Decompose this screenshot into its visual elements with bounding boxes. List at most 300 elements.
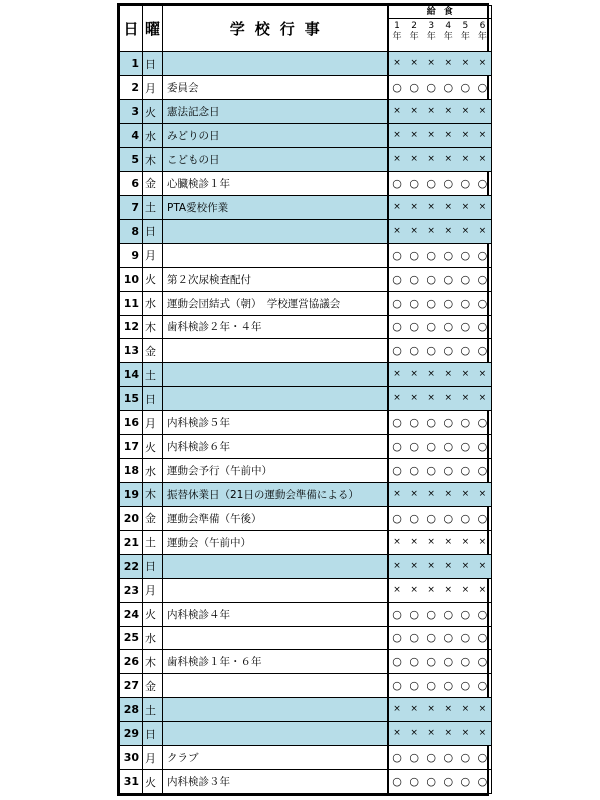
no-lunch-mark: ×	[478, 704, 487, 715]
event-cell	[163, 722, 388, 746]
lunch-mark: ○	[443, 655, 454, 669]
no-lunch-mark: ×	[410, 704, 418, 715]
lunch-mark: ○	[426, 655, 436, 669]
no-lunch-mark: ×	[478, 488, 487, 499]
lunch-cell	[388, 650, 492, 674]
lunch-mark: ○	[460, 751, 471, 765]
no-lunch-mark: ×	[461, 201, 470, 212]
lunch-cell	[388, 219, 492, 243]
lunch-mark: ○	[392, 655, 402, 669]
day-cell: 9	[120, 243, 143, 267]
event-cell: 内科検診５年	[163, 411, 388, 435]
no-lunch-mark: ×	[461, 584, 470, 595]
no-lunch-mark: ×	[478, 393, 487, 404]
day-cell: 14	[120, 363, 143, 387]
no-lunch-mark: ×	[444, 584, 453, 595]
lunch-mark: ○	[392, 440, 402, 454]
day-cell: 13	[120, 339, 143, 363]
event-cell: 運動会（午前中）	[163, 530, 388, 554]
grade-number: 3	[428, 21, 435, 31]
lunch-mark: ○	[392, 296, 402, 310]
lunch-mark: ○	[426, 320, 436, 334]
table-row	[120, 650, 492, 674]
day-cell: 20	[120, 506, 143, 530]
grade-headers	[389, 19, 492, 51]
lunch-cell	[388, 387, 492, 411]
no-lunch-mark: ×	[461, 704, 470, 715]
lunch-mark: ○	[460, 344, 471, 358]
weekday-cell: 金	[143, 172, 163, 196]
event-cell: 内科検診６年	[163, 435, 388, 459]
lunch-mark: ○	[460, 81, 471, 95]
event-cell: クラブ	[163, 746, 388, 770]
header-events: 学校行事	[163, 6, 388, 52]
no-lunch-mark: ×	[478, 560, 487, 571]
table-row	[120, 626, 492, 650]
lunch-mark: ○	[392, 631, 402, 645]
no-lunch-mark: ×	[444, 154, 453, 165]
day-cell: 31	[120, 770, 143, 794]
header-day: 日	[120, 6, 143, 52]
grade-number: 4	[445, 21, 452, 31]
lunch-cell	[388, 722, 492, 746]
day-cell: 12	[120, 315, 143, 339]
no-lunch-mark: ×	[410, 225, 418, 236]
no-lunch-mark: ×	[410, 201, 418, 212]
lunch-cell	[388, 459, 492, 483]
event-cell: 第２次尿検査配付	[163, 267, 388, 291]
lunch-cell	[388, 602, 492, 626]
no-lunch-mark: ×	[393, 704, 401, 715]
table-row	[120, 578, 492, 602]
no-lunch-mark: ×	[393, 154, 401, 165]
weekday-cell: 金	[143, 506, 163, 530]
weekday-cell: 金	[143, 674, 163, 698]
weekday-cell: 木	[143, 148, 163, 172]
lunch-mark: ○	[426, 176, 436, 190]
lunch-mark: ○	[392, 416, 402, 430]
lunch-mark: ○	[443, 775, 454, 789]
table-row	[120, 76, 492, 100]
header-weekday: 曜	[143, 6, 163, 52]
no-lunch-mark: ×	[478, 728, 487, 739]
lunch-mark: ○	[477, 464, 488, 478]
lunch-mark: ○	[409, 655, 419, 669]
table-row	[120, 411, 492, 435]
day-cell: 21	[120, 530, 143, 554]
event-cell: 内科検診４年	[163, 602, 388, 626]
lunch-mark: ○	[426, 272, 436, 286]
grade-number: 1	[394, 21, 400, 31]
lunch-mark: ○	[460, 511, 471, 525]
no-lunch-mark: ×	[410, 130, 418, 141]
lunch-mark: ○	[460, 416, 471, 430]
lunch-mark: ○	[477, 81, 488, 95]
event-cell	[163, 52, 388, 76]
lunch-mark: ○	[392, 775, 402, 789]
day-cell: 15	[120, 387, 143, 411]
no-lunch-mark: ×	[427, 536, 435, 547]
no-lunch-mark: ×	[427, 584, 435, 595]
no-lunch-mark: ×	[427, 560, 435, 571]
grade-number: 2	[411, 21, 417, 31]
lunch-mark: ○	[443, 679, 454, 693]
lunch-mark: ○	[443, 631, 454, 645]
lunch-mark: ○	[426, 631, 436, 645]
day-cell: 6	[120, 172, 143, 196]
no-lunch-mark: ×	[393, 130, 401, 141]
no-lunch-mark: ×	[427, 154, 435, 165]
grade-header	[457, 19, 474, 51]
lunch-cell	[388, 530, 492, 554]
school-calendar	[117, 3, 489, 796]
day-cell: 28	[120, 698, 143, 722]
no-lunch-mark: ×	[478, 154, 487, 165]
lunch-mark: ○	[409, 272, 419, 286]
lunch-mark: ○	[409, 81, 419, 95]
lunch-cell	[388, 124, 492, 148]
table-row	[120, 148, 492, 172]
lunch-mark: ○	[426, 440, 436, 454]
weekday-cell: 水	[143, 459, 163, 483]
weekday-cell: 日	[143, 219, 163, 243]
weekday-cell: 金	[143, 339, 163, 363]
lunch-mark: ○	[477, 607, 488, 621]
event-cell: 憲法記念日	[163, 100, 388, 124]
event-cell	[163, 339, 388, 363]
no-lunch-mark: ×	[478, 225, 487, 236]
no-lunch-mark: ×	[410, 536, 418, 547]
no-lunch-mark: ×	[427, 201, 435, 212]
no-lunch-mark: ×	[444, 536, 453, 547]
event-cell	[163, 554, 388, 578]
no-lunch-mark: ×	[393, 488, 401, 499]
table-row	[120, 315, 492, 339]
lunch-mark: ○	[443, 320, 454, 334]
no-lunch-mark: ×	[393, 225, 401, 236]
no-lunch-mark: ×	[410, 393, 418, 404]
lunch-cell	[388, 578, 492, 602]
day-cell: 25	[120, 626, 143, 650]
no-lunch-mark: ×	[478, 201, 487, 212]
weekday-cell: 日	[143, 52, 163, 76]
lunch-mark: ○	[443, 440, 454, 454]
day-cell: 3	[120, 100, 143, 124]
table-row	[120, 267, 492, 291]
lunch-cell	[388, 482, 492, 506]
no-lunch-mark: ×	[444, 704, 453, 715]
weekday-cell: 土	[143, 195, 163, 219]
weekday-cell: 木	[143, 650, 163, 674]
table-row	[120, 530, 492, 554]
lunch-cell	[388, 267, 492, 291]
no-lunch-mark: ×	[444, 393, 453, 404]
lunch-mark: ○	[426, 511, 436, 525]
table-row	[120, 243, 492, 267]
lunch-mark: ○	[460, 607, 471, 621]
day-cell: 1	[120, 52, 143, 76]
lunch-cell	[388, 770, 492, 794]
lunch-mark: ○	[460, 655, 471, 669]
lunch-cell	[388, 674, 492, 698]
no-lunch-mark: ×	[461, 560, 470, 571]
lunch-mark: ○	[477, 440, 488, 454]
lunch-mark: ○	[460, 296, 471, 310]
no-lunch-mark: ×	[427, 369, 435, 380]
no-lunch-mark: ×	[393, 728, 401, 739]
lunch-cell	[388, 339, 492, 363]
weekday-cell: 火	[143, 435, 163, 459]
lunch-mark: ○	[477, 679, 488, 693]
day-cell: 4	[120, 124, 143, 148]
lunch-cell	[388, 435, 492, 459]
weekday-cell: 火	[143, 267, 163, 291]
lunch-mark: ○	[392, 464, 402, 478]
event-cell: 内科検診３年	[163, 770, 388, 794]
no-lunch-mark: ×	[444, 560, 453, 571]
lunch-mark: ○	[392, 320, 402, 334]
lunch-mark: ○	[392, 81, 402, 95]
event-cell: 振替休業日（21日の運動会準備による）	[163, 482, 388, 506]
lunch-mark: ○	[409, 416, 419, 430]
event-cell	[163, 674, 388, 698]
weekday-cell: 月	[143, 746, 163, 770]
event-cell: みどりの日	[163, 124, 388, 148]
no-lunch-mark: ×	[410, 154, 418, 165]
lunch-mark: ○	[443, 81, 454, 95]
weekday-cell: 日	[143, 554, 163, 578]
lunch-mark: ○	[409, 176, 419, 190]
event-cell	[163, 219, 388, 243]
lunch-mark: ○	[477, 248, 488, 262]
no-lunch-mark: ×	[393, 560, 401, 571]
table-row	[120, 387, 492, 411]
no-lunch-mark: ×	[427, 225, 435, 236]
lunch-cell	[388, 411, 492, 435]
calendar-table	[119, 5, 492, 794]
no-lunch-mark: ×	[427, 704, 435, 715]
no-lunch-mark: ×	[444, 369, 453, 380]
table-row	[120, 100, 492, 124]
lunch-mark: ○	[409, 679, 419, 693]
day-cell: 30	[120, 746, 143, 770]
lunch-cell	[388, 195, 492, 219]
grade-unit: 年	[477, 32, 487, 42]
grade-unit: 年	[460, 32, 470, 42]
grade-header	[440, 19, 457, 51]
lunch-mark: ○	[477, 775, 488, 789]
lunch-mark: ○	[460, 320, 471, 334]
table-row	[120, 506, 492, 530]
weekday-cell: 火	[143, 770, 163, 794]
lunch-cell	[388, 291, 492, 315]
lunch-cell	[388, 172, 492, 196]
event-cell: 心臓検診１年	[163, 172, 388, 196]
day-cell: 26	[120, 650, 143, 674]
day-cell: 7	[120, 195, 143, 219]
event-cell	[163, 698, 388, 722]
weekday-cell: 土	[143, 698, 163, 722]
weekday-cell: 日	[143, 722, 163, 746]
day-cell: 24	[120, 602, 143, 626]
table-row	[120, 291, 492, 315]
table-row	[120, 459, 492, 483]
no-lunch-mark: ×	[427, 488, 435, 499]
no-lunch-mark: ×	[427, 130, 435, 141]
lunch-cell	[388, 698, 492, 722]
no-lunch-mark: ×	[461, 58, 470, 69]
lunch-mark: ○	[426, 344, 436, 358]
day-cell: 29	[120, 722, 143, 746]
table-row	[120, 219, 492, 243]
day-cell: 23	[120, 578, 143, 602]
lunch-mark: ○	[477, 655, 488, 669]
lunch-cell	[388, 148, 492, 172]
no-lunch-mark: ×	[461, 225, 470, 236]
table-row	[120, 698, 492, 722]
weekday-cell: 土	[143, 530, 163, 554]
lunch-mark: ○	[443, 296, 454, 310]
grade-header	[423, 19, 440, 51]
no-lunch-mark: ×	[410, 560, 418, 571]
table-row	[120, 195, 492, 219]
lunch-cell	[388, 76, 492, 100]
lunch-mark: ○	[392, 344, 402, 358]
lunch-mark: ○	[477, 176, 488, 190]
lunch-title: 給食	[389, 6, 492, 19]
lunch-cell	[388, 506, 492, 530]
no-lunch-mark: ×	[410, 584, 418, 595]
weekday-cell: 木	[143, 482, 163, 506]
no-lunch-mark: ×	[393, 201, 401, 212]
lunch-mark: ○	[443, 248, 454, 262]
day-cell: 5	[120, 148, 143, 172]
table-row	[120, 172, 492, 196]
table-row	[120, 674, 492, 698]
lunch-mark: ○	[426, 296, 436, 310]
lunch-mark: ○	[460, 631, 471, 645]
no-lunch-mark: ×	[444, 58, 453, 69]
event-cell	[163, 387, 388, 411]
weekday-cell: 月	[143, 578, 163, 602]
no-lunch-mark: ×	[410, 106, 418, 117]
table-row	[120, 435, 492, 459]
lunch-mark: ○	[409, 607, 419, 621]
table-row	[120, 124, 492, 148]
no-lunch-mark: ×	[478, 584, 487, 595]
lunch-mark: ○	[477, 751, 488, 765]
lunch-cell	[388, 626, 492, 650]
lunch-mark: ○	[443, 344, 454, 358]
day-cell: 8	[120, 219, 143, 243]
header-row	[120, 6, 492, 52]
grade-unit: 年	[426, 32, 436, 42]
no-lunch-mark: ×	[393, 536, 401, 547]
event-cell: 委員会	[163, 76, 388, 100]
no-lunch-mark: ×	[410, 58, 418, 69]
lunch-mark: ○	[477, 631, 488, 645]
event-cell: 運動会準備（午後）	[163, 506, 388, 530]
lunch-mark: ○	[443, 607, 454, 621]
weekday-cell: 土	[143, 363, 163, 387]
lunch-mark: ○	[409, 631, 419, 645]
table-row	[120, 746, 492, 770]
weekday-cell: 月	[143, 411, 163, 435]
no-lunch-mark: ×	[478, 130, 487, 141]
no-lunch-mark: ×	[461, 536, 470, 547]
lunch-mark: ○	[460, 272, 471, 286]
lunch-cell	[388, 100, 492, 124]
lunch-mark: ○	[426, 81, 436, 95]
lunch-mark: ○	[426, 775, 436, 789]
lunch-mark: ○	[409, 751, 419, 765]
lunch-mark: ○	[392, 511, 402, 525]
grade-header	[406, 19, 423, 51]
day-cell: 11	[120, 291, 143, 315]
weekday-cell: 木	[143, 315, 163, 339]
lunch-cell	[388, 746, 492, 770]
day-cell: 2	[120, 76, 143, 100]
no-lunch-mark: ×	[478, 58, 487, 69]
lunch-mark: ○	[426, 416, 436, 430]
grade-unit: 年	[409, 32, 419, 42]
no-lunch-mark: ×	[461, 728, 470, 739]
day-cell: 10	[120, 267, 143, 291]
no-lunch-mark: ×	[427, 728, 435, 739]
day-cell: 22	[120, 554, 143, 578]
lunch-mark: ○	[409, 511, 419, 525]
no-lunch-mark: ×	[461, 130, 470, 141]
day-cell: 16	[120, 411, 143, 435]
lunch-mark: ○	[460, 248, 471, 262]
table-row	[120, 482, 492, 506]
lunch-mark: ○	[409, 440, 419, 454]
lunch-mark: ○	[392, 272, 402, 286]
grade-header	[389, 19, 406, 51]
no-lunch-mark: ×	[410, 369, 418, 380]
no-lunch-mark: ×	[393, 58, 401, 69]
no-lunch-mark: ×	[393, 584, 401, 595]
day-cell: 27	[120, 674, 143, 698]
no-lunch-mark: ×	[461, 106, 470, 117]
table-row	[120, 52, 492, 76]
lunch-cell	[388, 554, 492, 578]
no-lunch-mark: ×	[444, 106, 453, 117]
lunch-mark: ○	[392, 607, 402, 621]
no-lunch-mark: ×	[427, 58, 435, 69]
lunch-mark: ○	[443, 176, 454, 190]
no-lunch-mark: ×	[461, 369, 470, 380]
lunch-mark: ○	[460, 775, 471, 789]
no-lunch-mark: ×	[444, 728, 453, 739]
lunch-cell	[388, 315, 492, 339]
table-row	[120, 363, 492, 387]
table-row	[120, 554, 492, 578]
no-lunch-mark: ×	[444, 201, 453, 212]
event-cell: 運動会予行（午前中）	[163, 459, 388, 483]
lunch-mark: ○	[477, 320, 488, 334]
no-lunch-mark: ×	[478, 536, 487, 547]
grade-unit: 年	[392, 32, 402, 42]
lunch-mark: ○	[392, 176, 402, 190]
event-cell	[163, 243, 388, 267]
header-lunch	[388, 6, 492, 52]
no-lunch-mark: ×	[478, 106, 487, 117]
no-lunch-mark: ×	[444, 488, 453, 499]
day-cell: 18	[120, 459, 143, 483]
lunch-mark: ○	[460, 440, 471, 454]
day-cell: 19	[120, 482, 143, 506]
